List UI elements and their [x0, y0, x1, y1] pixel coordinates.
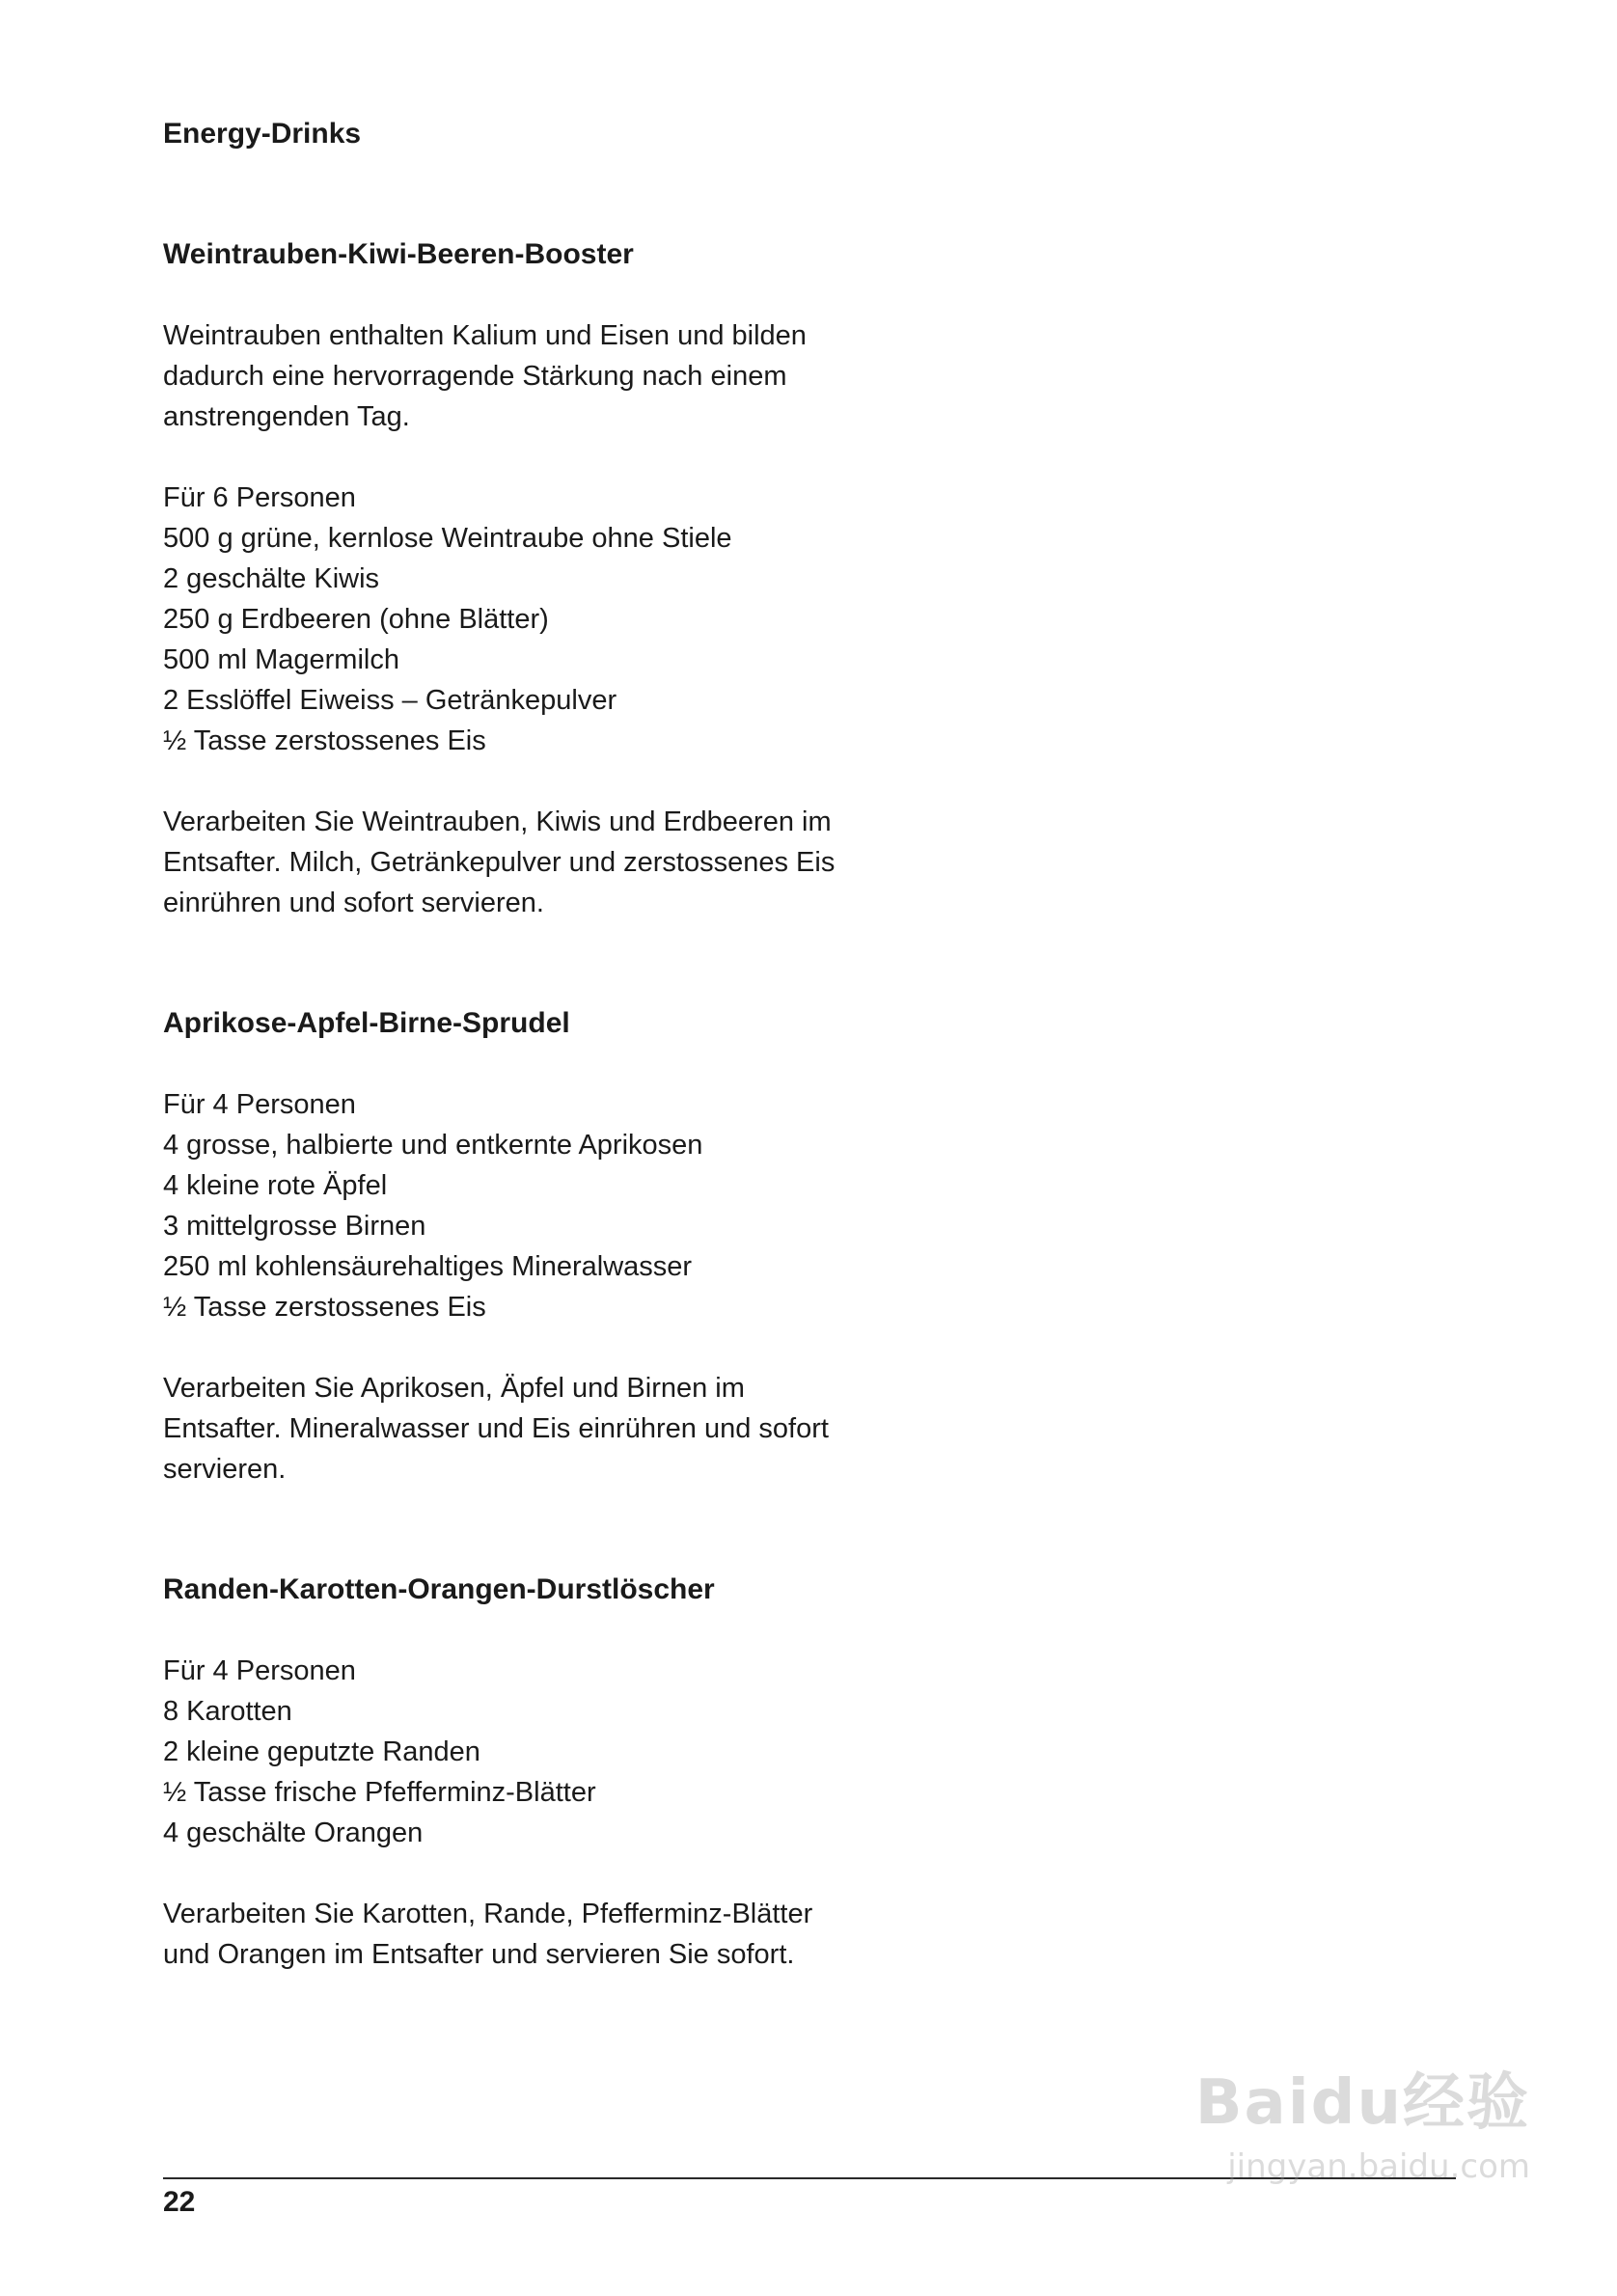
page-title: Energy-Drinks [163, 118, 362, 150]
recipe-1-intro [163, 315, 807, 437]
recipe-3-ingredients [163, 1651, 596, 1853]
text-line: und Orangen im Entsafter und servieren Sie sofort. [163, 1939, 795, 1970]
ingredient-line: ½ Tasse zerstossenes Eis [163, 725, 486, 756]
text-line: anstrengenden Tag. [163, 401, 410, 432]
ingredient-line: 4 grosse, halbierte und entkernte Aprikosen [163, 1130, 703, 1161]
recipe-2-instructions [163, 1368, 829, 1490]
text-line: servieren. [163, 1454, 287, 1485]
recipe-2-title: Aprikose-Apfel-Birne-Sprudel [163, 1007, 570, 1039]
text-line: Verarbeiten Sie Karotten, Rande, Pfefferminz-Blätter [163, 1899, 813, 1929]
ingredient-line: 2 kleine geputzte Randen [163, 1736, 480, 1767]
recipe-3-title: Randen-Karotten-Orangen-Durstlöscher [163, 1573, 715, 1605]
text-line: Verarbeiten Sie Weintrauben, Kiwis und Erdbeeren im [163, 806, 832, 837]
watermark-brand: Baidu经验 [1194, 2067, 1530, 2139]
document-page [163, 0, 1456, 2296]
text-line: dadurch eine hervorragende Stärkung nach einem [163, 361, 787, 392]
ingredient-line: 2 Esslöffel Eiweiss – Getränkepulver [163, 685, 617, 716]
text-line: Entsafter. Milch, Getränkepulver und zerstossenes Eis [163, 847, 836, 878]
ingredient-line: 8 Karotten [163, 1696, 292, 1727]
ingredient-line: 2 geschälte Kiwis [163, 563, 380, 594]
text-line: einrühren und sofort servieren. [163, 888, 544, 918]
recipe-1-ingredients [163, 478, 732, 761]
recipe-3-instructions [163, 1894, 812, 1975]
ingredient-line: 4 geschälte Orangen [163, 1818, 424, 1848]
recipe-1-title: Weintrauben-Kiwi-Beeren-Booster [163, 238, 634, 270]
servings-line: Für 4 Personen [163, 1089, 356, 1120]
text-line: Entsafter. Mineralwasser und Eis einrühren und sofort [163, 1413, 829, 1444]
servings-line: Für 6 Personen [163, 482, 356, 513]
baidu-watermark [1195, 2053, 1530, 2186]
text-line: Weintrauben enthalten Kalium und Eisen und bilden [163, 320, 807, 351]
text-line: Verarbeiten Sie Aprikosen, Äpfel und Birnen im [163, 1373, 745, 1404]
recipe-1-instructions [163, 802, 835, 923]
ingredient-line: 500 ml Magermilch [163, 644, 399, 675]
ingredient-line: ½ Tasse frische Pfefferminz-Blätter [163, 1777, 596, 1808]
recipe-2-ingredients [163, 1084, 702, 1327]
page-number: 22 [163, 2186, 196, 2218]
servings-line: Für 4 Personen [163, 1655, 356, 1686]
watermark-url: jingyan.baidu.com [1227, 2147, 1530, 2186]
ingredient-line: 250 g Erdbeeren (ohne Blätter) [163, 604, 549, 635]
ingredient-line: ½ Tasse zerstossenes Eis [163, 1292, 486, 1323]
ingredient-line: 250 ml kohlensäurehaltiges Mineralwasser [163, 1251, 693, 1282]
ingredient-line: 500 g grüne, kernlose Weintraube ohne Stiele [163, 523, 732, 554]
ingredient-line: 4 kleine rote Äpfel [163, 1170, 388, 1201]
ingredient-line: 3 mittelgrosse Birnen [163, 1211, 426, 1242]
